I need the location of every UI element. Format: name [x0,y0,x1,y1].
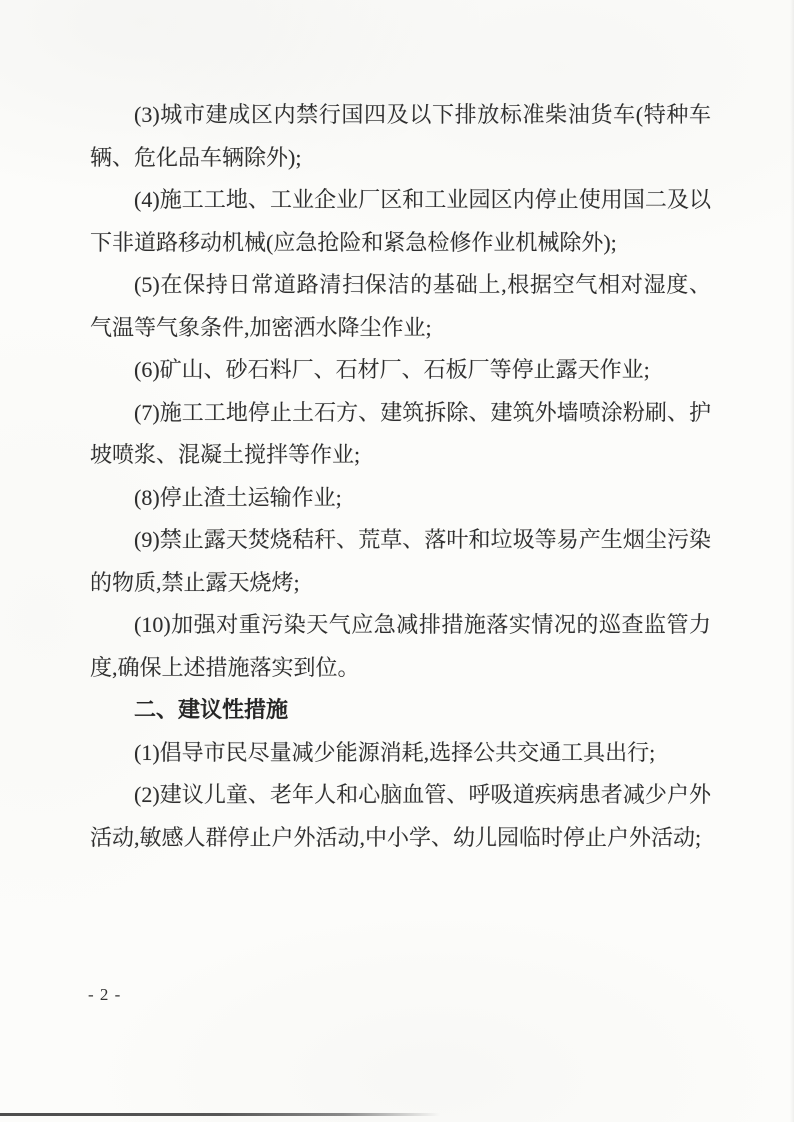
paragraph: (5)在保持日常道路清扫保洁的基础上,根据空气相对湿度、气温等气象条件,加密洒水降尘作业; [90,272,711,340]
paragraph: (8)停止渣土运输作业; [134,484,342,510]
document-body [90,94,711,859]
scan-artifact-line [0,1113,440,1116]
paragraph: (6)矿山、砂石料厂、石材厂、石板厂等停止露天作业; [134,357,650,382]
page-number: - 2 - [88,985,122,1004]
paragraph: (2)建议儿童、老年人和心脑血管、呼吸道疾病患者减少户外活动,敏感人群停止户外活动,中小学、幼儿园临时停止户外活动; [90,782,711,850]
paragraph: (9)禁止露天焚烧秸秆、荒草、落叶和垃圾等易产生烟尘污染的物质,禁止露天烧烤; [90,527,711,595]
paragraph: (1)倡导市民尽量减少能源消耗,选择公共交通工具出行; [134,739,656,765]
scan-edge-shadow [790,0,794,1122]
paragraph: (10)加强对重污染天气应急减排措施落实情况的巡查监管力度,确保上述措施落实到位。 [90,612,711,680]
paragraph: (4)施工工地、工业企业厂区和工业园区内停止使用国二及以下非道路移动机械(应急抢险和紧急检修作业机械除外); [90,187,711,255]
paragraph: (7)施工工地停止土石方、建筑拆除、建筑外墙喷涂粉刷、护坡喷浆、混凝土搅拌等作业; [90,399,711,467]
section-heading: 二、建议性措施 [134,697,289,722]
paragraph: (3)城市建成区内禁行国四及以下排放标准柴油货车(特种车辆、危化品车辆除外); [90,102,711,170]
